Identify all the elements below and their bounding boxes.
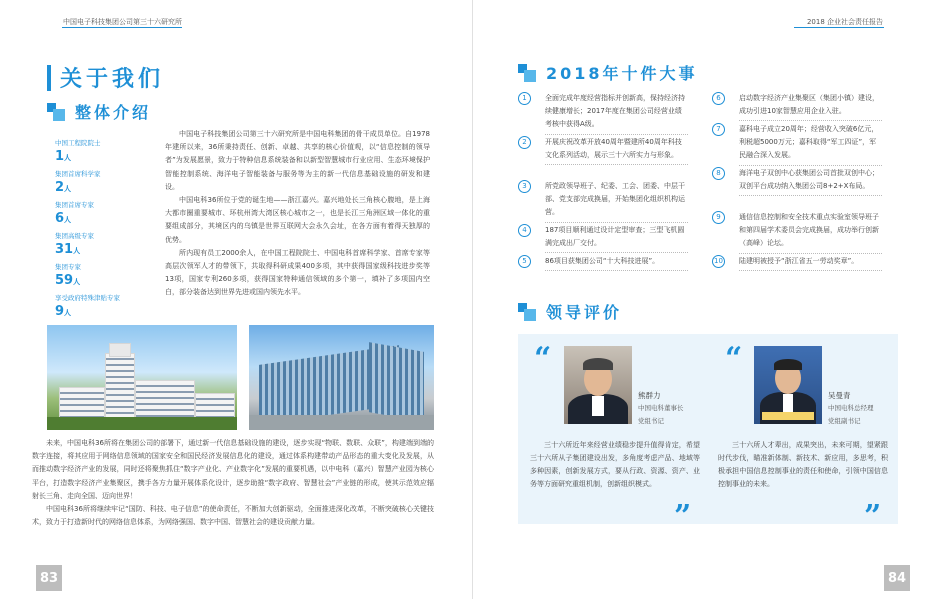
close-quote-icon: ” xyxy=(864,499,882,534)
leader-portrait xyxy=(754,346,822,424)
event-text: 海洋电子双创中心获集团公司首批双创中心；双创平台成功纳入集团公司8+2+X布局。 xyxy=(739,167,882,196)
stat-value: 2人 xyxy=(55,180,72,195)
event-number: 7 xyxy=(712,123,725,136)
stat-label: 集团首席科学家 xyxy=(55,170,101,178)
header-rule-left xyxy=(62,27,182,28)
event-text: 通信信息控制和安全技术重点实验室领导班子和第四届学术委员会完成换届，成功举行创新（高峰）论坛。 xyxy=(739,211,882,254)
section-title-events xyxy=(518,61,698,84)
event-number: 1 xyxy=(518,92,531,105)
event-text: 启动数字经济产业集聚区（集团小镇）建设，成功引进10家智慧应用企业入驻。 xyxy=(739,92,882,121)
page-number-left: 83 xyxy=(36,565,62,591)
section-title-review xyxy=(518,300,622,323)
future-paragraph: 未来，中国电科36所将在集团公司的部署下，通过新一代信息基础设施的建设，逐步实现“物联、数联、众联”，构建端到端的数字连接，将其应用于网络信息领域的国家安全和国民经济发展信息化的建设，通过体系构建带动产品形态的重大变化及发展，从而推动数字经济产业的发展，同时还将聚焦抓住“数字产业化、产业数字化”发展的重要机遇，以中电科（嘉兴）智慧产业园为核心平台，打造数字经济产业集聚区，携手各方力量开展体系化设计，逐步助推“数字政府、智慧社会”产业链的形成，使其示范效应辐射长三角、走向全国、迈向世界！ xyxy=(32,439,434,500)
open-quote-icon: “ xyxy=(725,341,743,376)
leader-quote: 三十六所近年来经营业绩稳步提升值得肯定，希望三十六所从子集团建设出发，多角度考虑产品、地域等多种因素，创新发展方式，要从行政、资源、资产、业务等方面研究重组机制，创新组织模式。 xyxy=(530,441,700,488)
stat-label: 集团专家 xyxy=(55,263,81,271)
event-text: 开展庆祝改革开放40周年暨建所40周年科技文化系列活动，展示三十六所实力与形象。 xyxy=(545,136,688,165)
stat-value: 6人 xyxy=(55,211,72,226)
event-number: 2 xyxy=(518,136,531,149)
intro-text xyxy=(165,128,430,300)
stat-value: 1人 xyxy=(55,149,72,164)
stat-item xyxy=(55,232,155,260)
event-number: 6 xyxy=(712,92,725,105)
event-number: 10 xyxy=(712,255,725,268)
squares-icon xyxy=(518,64,536,82)
leader-quote: 三十六所人才辈出，成果突出，未来可期，望紧跟时代步伐，瞄准新体制、新技术、新应用，多思考，积极承担中国信息控制事业的责任和使命，引领中国信息控制事业的未来。 xyxy=(718,441,888,488)
stat-value: 9人 xyxy=(55,304,72,319)
intro-paragraph: 中国电科36所位于党的诞生地——浙江嘉兴。嘉兴地处长三角核心腹地，是上海大都市圈重要城市、环杭州湾大湾区核心城市之一，也是长江三角洲区域一体化的重要组成部分，其境区内的乌镇是世界互联网大会永久会址，在各方面有着得天独厚的优势。 xyxy=(165,196,430,244)
stat-label: 中国工程院院士 xyxy=(55,139,101,147)
talent-stats xyxy=(55,139,155,325)
intro-paragraph: 中国电子科技集团公司第三十六研究所是中国电科集团的骨干成员单位。自1978年建所以来，36所秉持责任、创新、卓越、共享的核心价值观，以“信息控制的领导者”为发展愿景，致力于特种信息系统装备和以新型智慧城市行业应用、生态环境保护智能控制系统、海洋电子智能装备与服务等为主的新一代信息基础设施的研发和建设。 xyxy=(165,130,430,191)
running-head-right: 2018 企业社会责任报告 xyxy=(806,18,883,26)
header-rule-right xyxy=(794,27,884,28)
leader-portrait xyxy=(564,346,632,424)
stat-item xyxy=(55,139,155,167)
leader-review-box xyxy=(518,334,898,534)
title-accent-bar xyxy=(47,65,51,91)
stat-value: 31人 xyxy=(55,242,81,257)
page-title-block xyxy=(47,62,164,93)
future-paragraph: 中国电科36所将继续牢记“国防、科技、电子信息”的使命责任，不断加大创新驱动，全面推进深化改革，不断突破核心关键技术，致力于打造新时代的网络信息体系，为网络强国、数字中国、智慧社会的建设贡献力量。 xyxy=(32,505,434,527)
campus-photo xyxy=(47,325,237,430)
event-text: 全面完成年度经营指标并创新高，保持经济持续健康增长；2017年度在集团公司经营业绩考核中获得A级。 xyxy=(545,92,688,135)
intro-paragraph: 所内现有员工2000余人，在中国工程院院士、中国电科首席科学家、首席专家等高层次领军人才的带领下，共取得科研成果400多项，其中获得国家级科技进步奖等13项，国家专利260多项，获得国家特种通信领域的多个第一，填补了多项国内空白，部分装备达到世界先进或国内领先水平。 xyxy=(165,248,430,297)
industrial-park-photo xyxy=(249,325,434,430)
event-item xyxy=(712,211,882,254)
stat-value: 59人 xyxy=(55,273,81,288)
running-head-left: 中国电子科技集团公司第三十六研究所 xyxy=(63,18,182,26)
leader-name: 熊群力 xyxy=(638,391,661,400)
leader-role: 中国电科总经理 xyxy=(828,404,874,412)
event-text: 所党政领导班子、纪委、工会、团委、中层干部、党支部完成换届，开始集团化组织机构运营。 xyxy=(545,180,688,223)
stat-label: 集团首席专家 xyxy=(55,201,94,209)
event-text: 86项目获集团公司“十大科技进展”。 xyxy=(545,255,688,271)
event-number: 8 xyxy=(712,167,725,180)
leader-role: 党组副书记 xyxy=(828,417,861,425)
event-item xyxy=(712,255,882,271)
event-item xyxy=(712,123,882,166)
stat-label: 集团高级专家 xyxy=(55,232,94,240)
section-title-overview xyxy=(47,100,151,123)
event-item xyxy=(712,167,882,196)
right-page xyxy=(473,0,946,599)
event-item xyxy=(518,92,688,135)
future-text xyxy=(32,437,434,529)
open-quote-icon: “ xyxy=(534,341,552,376)
section-title-text: 2018年十件大事 xyxy=(546,64,698,83)
event-number: 9 xyxy=(712,211,725,224)
event-item xyxy=(518,224,688,253)
squares-icon xyxy=(47,103,65,121)
page-number-right: 84 xyxy=(884,565,910,591)
page-title: 关于我们 xyxy=(60,67,165,92)
stat-item xyxy=(55,201,155,229)
event-item xyxy=(518,136,688,165)
section-title-text: 领导评价 xyxy=(546,303,623,322)
leader-role: 中国电科董事长 xyxy=(638,404,684,412)
event-number: 5 xyxy=(518,255,531,268)
event-text: 陆建明被授予“浙江省五一劳动奖章”。 xyxy=(739,255,882,271)
event-item xyxy=(712,92,882,121)
leader-name: 吴曼青 xyxy=(828,391,851,400)
event-number: 4 xyxy=(518,224,531,237)
stat-label: 享受政府特殊津贴专家 xyxy=(55,294,120,302)
squares-icon xyxy=(518,303,536,321)
stat-item xyxy=(55,263,155,291)
event-item xyxy=(518,180,688,223)
stat-item xyxy=(55,170,155,198)
event-number: 3 xyxy=(518,180,531,193)
leader-role: 党组书记 xyxy=(638,417,664,425)
event-text: 嘉科电子成立20周年；经营收入突破6亿元，利税超5000万元；嘉科取得“军工四证”，军民融合深入发展。 xyxy=(739,123,882,166)
event-item xyxy=(518,255,688,271)
section-title-text: 整体介绍 xyxy=(75,103,152,122)
close-quote-icon: ” xyxy=(674,499,692,534)
stat-item xyxy=(55,294,155,322)
event-text: 187项目顺利通过设计定型审查；三型飞机圆满完成出厂交付。 xyxy=(545,224,688,253)
